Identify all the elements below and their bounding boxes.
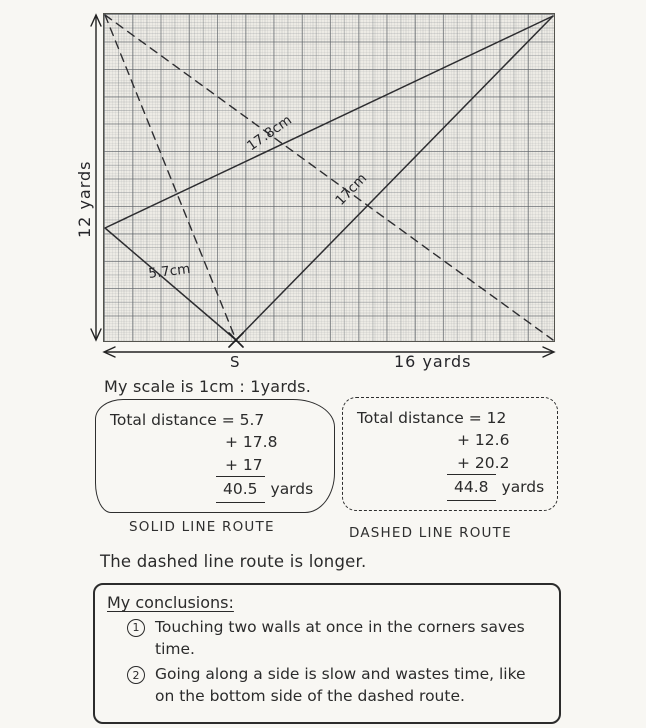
x-axis-label: 16 yards <box>394 352 472 371</box>
solid-route-box <box>95 399 335 513</box>
solid-total-unit: yards <box>270 480 314 499</box>
horizontal-dimension-arrow <box>104 347 554 357</box>
conclusion-item <box>127 617 545 660</box>
dashed-total-distance-line: Total distance = 12 <box>357 409 507 427</box>
solid-total-distance-line: Total distance = 5.7 <box>110 411 265 429</box>
dashed-route-caption: DASHED LINE ROUTE <box>349 525 512 541</box>
comparison-note: The dashed line route is longer. <box>100 552 367 571</box>
conclusion-text-1: Touching two walls at once in the corners saves time. <box>155 618 525 658</box>
y-axis-label: 12 yards <box>75 160 94 238</box>
dashed-route-box <box>342 397 558 511</box>
segment-label-solid-return: 17cm <box>332 170 371 209</box>
conclusion-number-2: 2 <box>127 666 145 684</box>
start-point-label: S <box>230 353 240 371</box>
dashed-add-line-1: + 12.6 <box>457 431 510 450</box>
dashed-total-unit: yards <box>501 478 545 497</box>
dashed-total-row <box>447 474 545 500</box>
dashed-add-line-2: + 20.2 <box>457 453 510 472</box>
segment-label-solid-long: 17.8cm <box>244 112 295 155</box>
segment-label-solid-short: 5.7cm <box>147 260 192 282</box>
conclusion-text-2: Going along a side is slow and wastes time, like on the bottom side of the dashed route. <box>155 665 526 706</box>
conclusion-item <box>127 664 545 707</box>
start-point-x-mark <box>229 333 243 347</box>
solid-total-value: 40.5 <box>216 476 265 502</box>
solid-route-caption: SOLID LINE ROUTE <box>129 519 275 535</box>
solid-add-line-1: + 17.8 <box>225 433 278 452</box>
solid-total-row <box>216 476 322 502</box>
scale-note: My scale is 1cm : 1yards. <box>104 377 311 396</box>
dashed-total-value: 44.8 <box>447 474 496 500</box>
dashed-route-lines <box>105 15 553 340</box>
conclusions-heading: My conclusions: <box>107 593 234 612</box>
conclusion-number-1: 1 <box>127 619 145 637</box>
conclusions-box <box>93 583 561 724</box>
solid-add-line-2: + 17 <box>225 455 263 474</box>
